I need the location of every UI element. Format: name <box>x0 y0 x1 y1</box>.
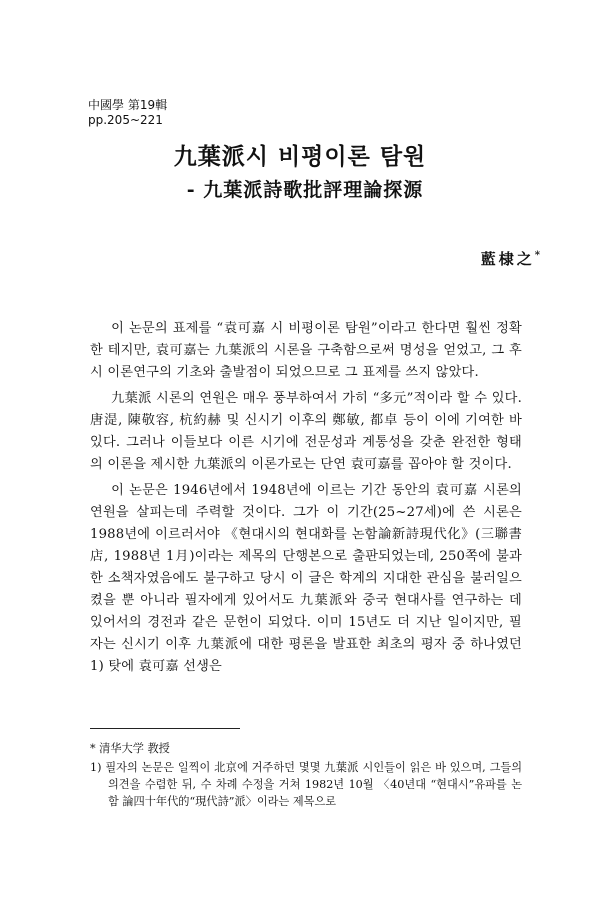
author-affiliation-note: * 清华大学 教授 <box>90 742 170 755</box>
article-title: 九葉派시 비평이론 탐원 <box>173 143 427 170</box>
article-subtitle: - 九葉派詩歌批評理論探源 <box>186 179 424 201</box>
paragraph: 이 논문의 표제를 “袁可嘉 시 비평이론 탐원”이라고 한다면 훨씬 정확한 테지만, 袁可嘉는 九葉派의 시론을 구축함으로써 명성을 얻었고, 그 후 시 이론연구의 기초와 출발점이 되었으므로 그 표제를 쓰지 않았다. <box>90 321 522 380</box>
author-line <box>481 248 540 269</box>
author-footnote-mark: * <box>534 250 540 261</box>
paragraph: 九葉派 시론의 연원은 매우 풍부하여서 가히 “多元”적이라 할 수 있다. 唐湜, 陳敬容, 杭約赫 및 신시기 이후의 鄭敏, 都卓 등이 이에 기여한 바 있다. 그러나 이들보다 이른 시기에 전문성과 계통성을 갖춘 완전한 형태의 이론을 제시한 九葉派의 이론가로는 단연 袁可嘉를 꼽아야 할 것이다. <box>90 391 522 472</box>
journal-header <box>88 98 167 128</box>
author-name: 藍棣之 <box>480 250 535 268</box>
footnote-1: 1) 필자의 논문은 일찍이 北京에 거주하던 몇몇 九葉派 시인들이 읽은 바 있으며, 그들의 의견을 수렴한 뒤, 수 차례 수정을 거쳐 1982년 10월 〈40년대 “현대시”유파를 논함 論四十年代的“現代詩”派〉이라는 제목으로 <box>90 761 522 808</box>
paragraph: 이 논문은 1946년에서 1948년에 이르는 기간 동안의 袁可嘉 시론의 연원을 살피는데 주력할 것이다. 그가 이 기간(25~27세)에 쓴 시론은 1988년에 이르러서야 《현대시의 현대화를 논함論新詩現代化》(三聯書店, 1988년 1月)이라는 제목의 단행본으로 출판되었는데, 250쪽에 불과한 소책자였음에도 불구하고 당시 이 글은 학계의 지대한 관심을 불러일으켰을 뿐 아니라 필자에게 있어서도 九葉派와 중국 현대사를 연구하는 데 있어서의 경전과 같은 문헌이 되었다. 이미 15년도 더 지난 일이지만, 필자는 신시기 이후 九葉派에 대한 평론을 발표한 최초의 평자 중 하나였던1) 탓에 袁可嘉 선생은 <box>90 483 522 674</box>
article-body <box>90 318 522 682</box>
journal-name: 中國學 第19輯 <box>88 98 168 112</box>
footnotes <box>90 740 522 810</box>
footnote-divider <box>90 728 240 729</box>
page-range: pp.205~221 <box>88 113 163 127</box>
